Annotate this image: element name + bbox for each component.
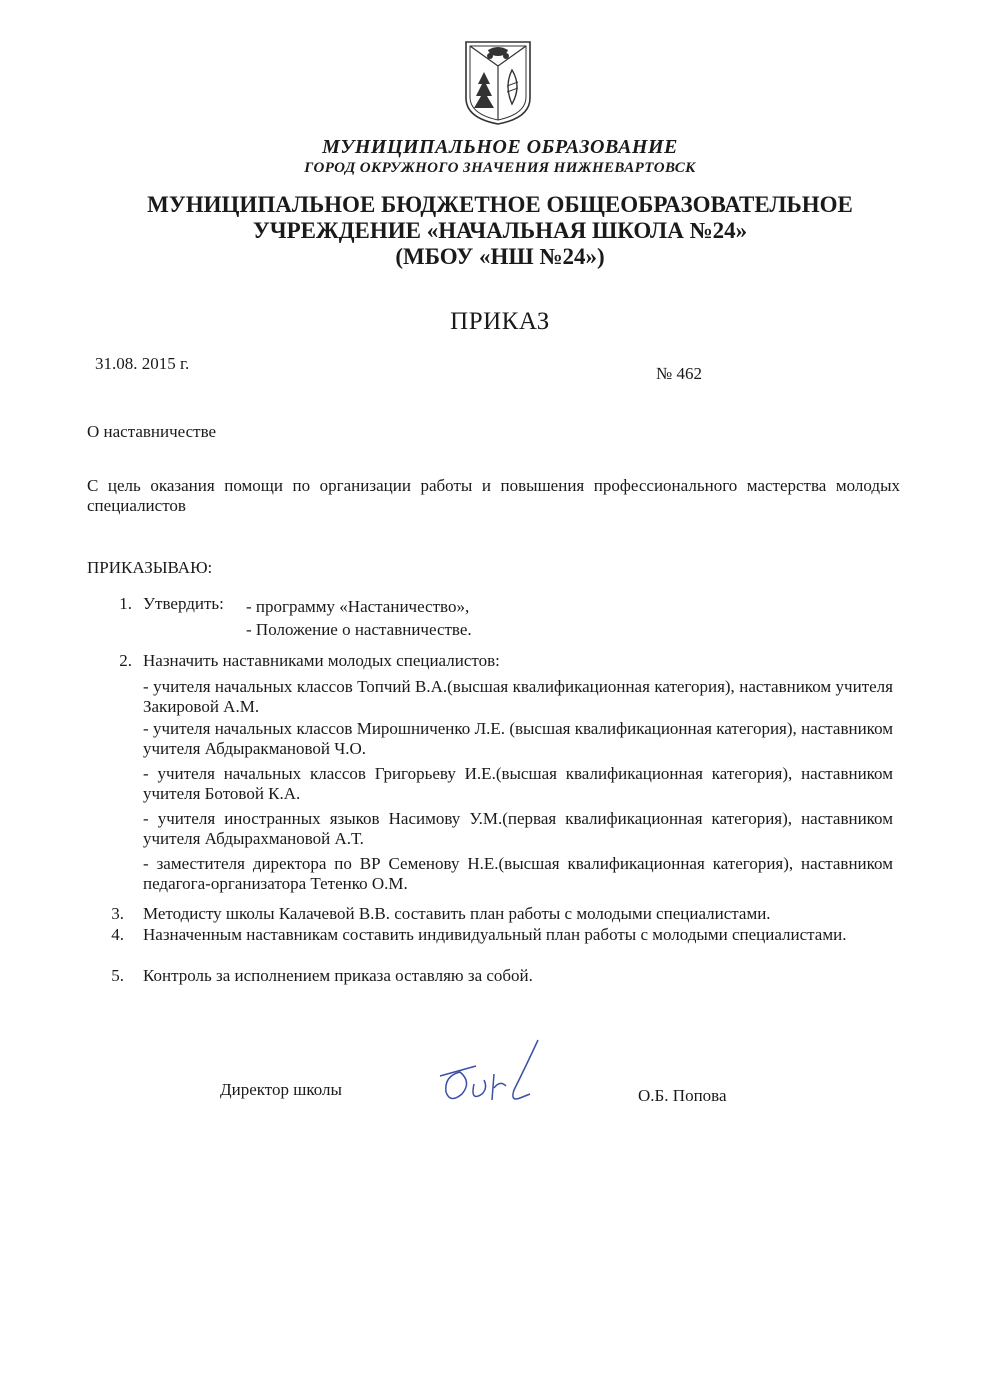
item-2-number: 2. — [119, 651, 132, 670]
item-1-label: Утвердить: — [143, 594, 224, 613]
item-2-text: Назначить наставниками молодых специалистов: — [143, 651, 500, 670]
item-4-text: Назначенным наставникам составить индивидуальный план работы с молодыми специалистами. — [143, 925, 847, 944]
city-coat-of-arms-icon — [462, 36, 534, 126]
signer-name: О.Б. Попова — [638, 1086, 727, 1105]
document-date: 31.08. 2015 г. — [95, 354, 190, 373]
institution-line-3: (МБОУ «НШ №24») — [395, 244, 605, 269]
item-2-sub-1: - учителя начальных классов Топчий В.А.(высшая квалификационная категория), наставником учителя Закировой А.М. — [143, 677, 893, 716]
institution-line-1: МУНИЦИПАЛЬНОЕ БЮДЖЕТНОЕ ОБЩЕОБРАЗОВАТЕЛЬНОЕ — [147, 192, 853, 217]
item-5-number: 5. — [111, 966, 124, 985]
item-1-line-1: - программу «Настаничество», — [246, 597, 470, 616]
municipality-line-1: МУНИЦИПАЛЬНОЕ ОБРАЗОВАНИЕ — [322, 136, 678, 158]
item-3-text: Методисту школы Калачевой В.В. составить план работы с молодыми специалистами. — [143, 904, 771, 923]
item-2-sub-2: - учителя начальных классов Мирошниченко Л.Е. (высшая квалификационная категория), наставником учителя Абдыракмановой Ч.О. — [143, 719, 893, 758]
signer-role: Директор школы — [220, 1080, 342, 1099]
item-4-number: 4. — [111, 925, 124, 944]
item-2-sub-3: - учителя начальных классов Григорьеву И.Е.(высшая квалификационная категория), наставником учителя Ботовой К.А. — [143, 764, 893, 803]
item-5-text: Контроль за исполнением приказа оставляю за собой. — [143, 966, 533, 985]
document-type-title: ПРИКАЗ — [450, 308, 550, 335]
municipality-line-2: ГОРОД ОКРУЖНОГО ЗНАЧЕНИЯ НИЖНЕВАРТОВСК — [304, 160, 696, 176]
document-purpose: С цель оказания помощи по организации работы и повышения профессионального мастерства молодых специалистов — [87, 476, 900, 515]
document-subject: О наставничестве — [87, 422, 217, 441]
document-number: № 462 — [656, 364, 702, 383]
item-3-number: 3. — [111, 904, 124, 923]
institution-line-2: УЧРЕЖДЕНИЕ «НАЧАЛЬНАЯ ШКОЛА №24» — [252, 218, 748, 243]
handwritten-signature-icon — [430, 1036, 550, 1116]
item-1-number: 1. — [119, 594, 132, 613]
item-2-sub-5: - заместителя директора по ВР Семенову Н.Е.(высшая квалификационная категория), наставником педагога-организатора Тетенко О.М. — [143, 854, 893, 893]
item-2-sub-4: - учителя иностранных языков Насимову У.М.(первая квалификационная категория), наставником учителя Абдырахмановой А.Т. — [143, 809, 893, 848]
item-1-line-2: - Положение о наставничестве. — [246, 620, 472, 639]
order-word: ПРИКАЗЫВАЮ: — [87, 558, 213, 577]
